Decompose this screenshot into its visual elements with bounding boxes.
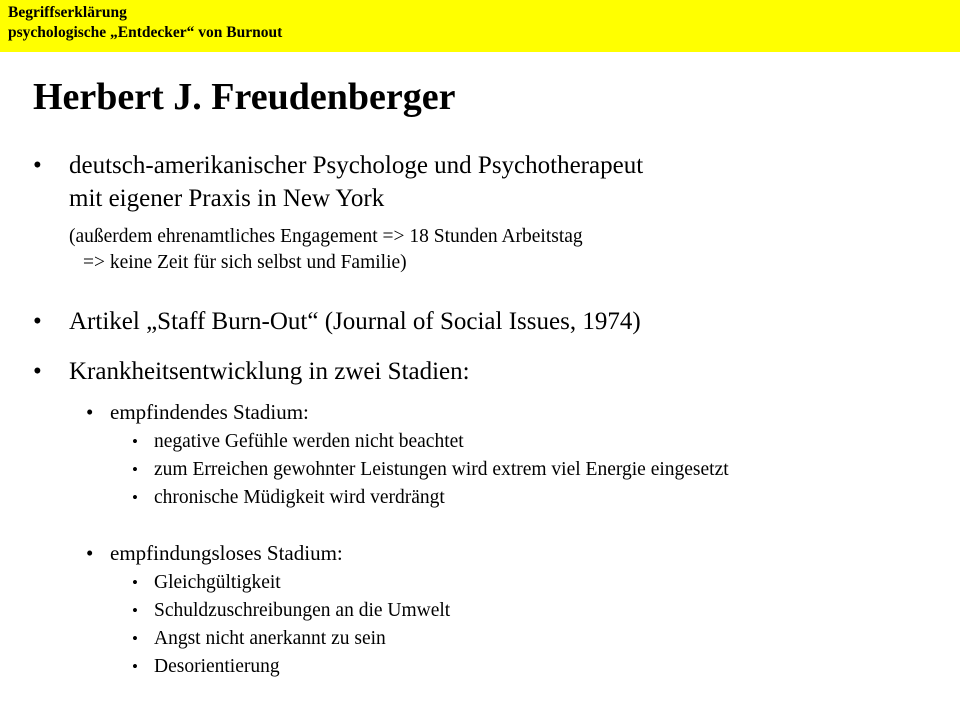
- list-item: [132, 598, 451, 624]
- list-item-text: chronische Müdigkeit wird verdrängt: [154, 487, 445, 508]
- bullet-icon: •: [33, 308, 42, 335]
- bullet-profession-line-2: mit eigener Praxis in New York: [69, 185, 385, 212]
- bullet-icon: •: [86, 400, 94, 424]
- stage-sensing-heading: [86, 398, 309, 426]
- bullet-stages: [33, 355, 470, 388]
- bullet-text: Artikel „Staff Burn-Out“ (Journal of Social Issues, 1974): [69, 308, 641, 335]
- stage-label: empfindendes Stadium:: [110, 400, 309, 424]
- stage-label: empfindungsloses Stadium:: [110, 541, 343, 565]
- bullet-icon: •: [132, 601, 138, 620]
- bullet-icon: •: [132, 488, 138, 507]
- list-item-text: Desorientierung: [154, 656, 280, 677]
- list-item: [132, 485, 445, 511]
- bullet-icon: •: [132, 657, 138, 676]
- page-title: Herbert J. Freudenberger: [33, 76, 456, 118]
- bullet-icon: •: [33, 152, 42, 179]
- header-line-2: psychologische „Entdecker“ von Burnout: [8, 24, 283, 41]
- list-item: [132, 429, 464, 455]
- bullet-text: deutsch-amerikanischer Psychologe und Psychotherapeut: [69, 152, 644, 179]
- list-item-text: Gleichgültigkeit: [154, 572, 281, 593]
- bullet-icon: •: [132, 432, 138, 451]
- bullet-profession-line-1: [33, 149, 644, 182]
- header-line-1: Begriffserklärung: [8, 4, 127, 21]
- bullet-icon: •: [86, 541, 94, 565]
- list-item-text: negative Gefühle werden nicht beachtet: [154, 431, 464, 452]
- stage-numb-heading: [86, 539, 343, 567]
- bullet-article: [33, 305, 641, 338]
- bullet-icon: •: [33, 358, 42, 385]
- list-item: [132, 457, 729, 483]
- header-bar: [0, 0, 960, 52]
- list-item-text: zum Erreichen gewohnter Leistungen wird extrem viel Energie eingesetzt: [154, 459, 729, 480]
- bullet-icon: •: [132, 460, 138, 479]
- list-item-text: Angst nicht anerkannt zu sein: [154, 628, 386, 649]
- list-item: [132, 570, 281, 596]
- list-item: [132, 654, 280, 680]
- bullet-text: Krankheitsentwicklung in zwei Stadien:: [69, 358, 470, 385]
- note-line-2: => keine Zeit für sich selbst und Familie): [83, 252, 407, 273]
- note-line-1: (außerdem ehrenamtliches Engagement => 18 Stunden Arbeitstag: [69, 226, 583, 247]
- list-item: [132, 626, 386, 652]
- list-item-text: Schuldzuschreibungen an die Umwelt: [154, 600, 451, 621]
- bullet-icon: •: [132, 573, 138, 592]
- bullet-icon: •: [132, 629, 138, 648]
